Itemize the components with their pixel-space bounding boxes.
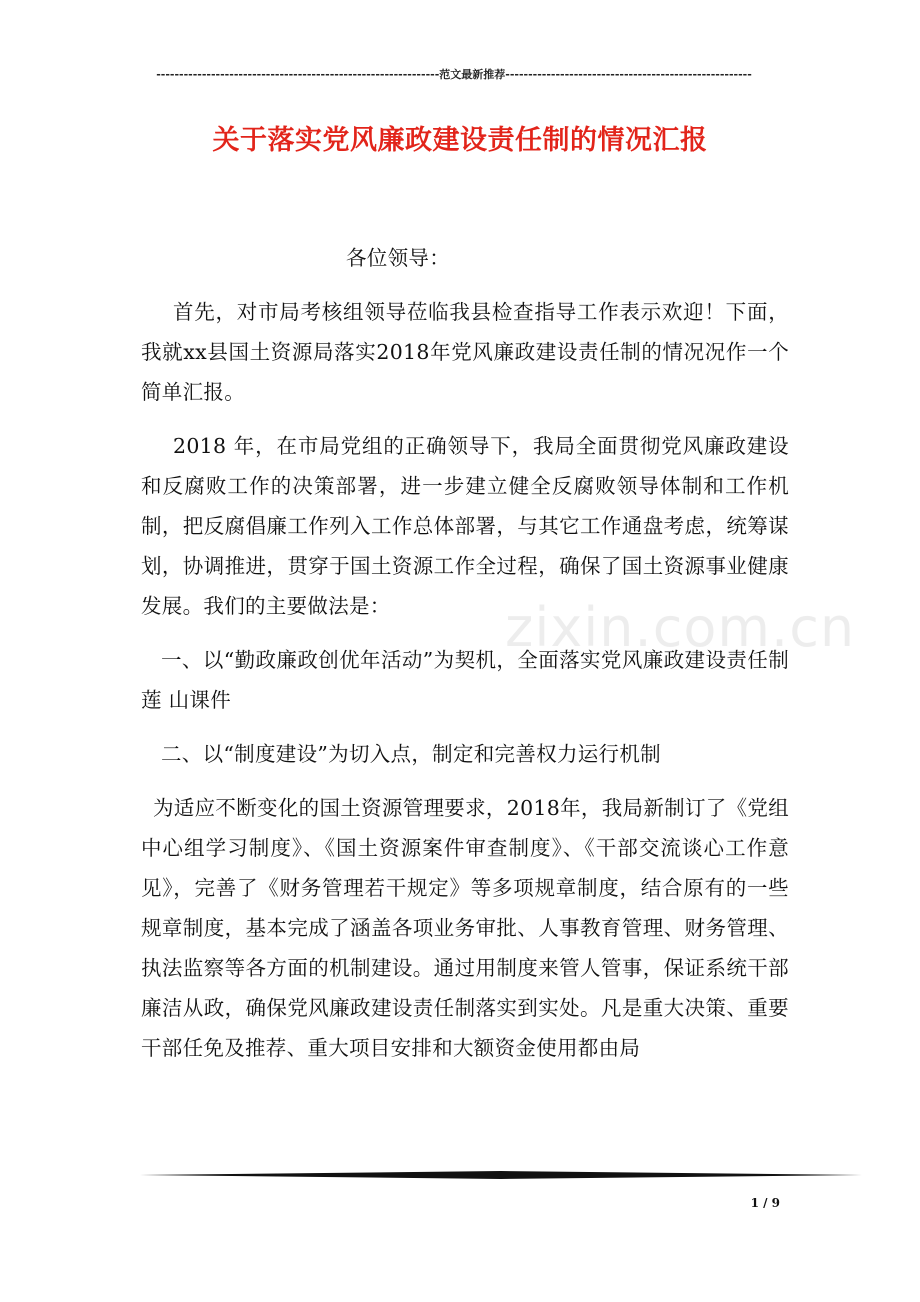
document-body [141, 238, 789, 1082]
watermark: zixin.com.cn [505, 596, 856, 659]
header-banner: --------------------------------------------------------------范文最新推荐------------------------------------------------------ [156, 68, 752, 81]
footer-divider [140, 1170, 862, 1180]
section-heading-1: 一、以“勤政廉政创优年活动”为契机，全面落实党风廉政建设责任制莲 山课件 [141, 648, 789, 712]
paragraph-institutions: 为适应不断变化的国土资源管理要求，2018年，我局新制订了《党组中心组学习制度》、《国土资源案件审查制度》、《干部交流谈心工作意见》，完善了《财务管理若干规定》等多项规章制度，结合原有的一些规章制度，基本完成了涵盖各项业务审批、人事教育管理、财务管理、执法监察等各方面的机制建设。通过用制度来管人管事，保证系统干部廉洁从政，确保党风廉政建设责任制落实到实处。凡是重大决策、重要干部任免及推荐、重大项目安排和大额资金使用都由局 [141, 796, 789, 1060]
salutation: 各位领导： [346, 246, 450, 270]
paragraph-intro: 首先，对市局考核组领导莅临我县检查指导工作表示欢迎！下面，我就xx县国土资源局落实2018年党风廉政建设责任制的情况况作一个简单汇报。 [141, 300, 789, 404]
page-number: 1 / 9 [750, 1196, 780, 1210]
paragraph-overview: 2018 年，在市局党组的正确领导下，我局全面贯彻党风廉政建设和反腐败工作的决策部署，进一步建立健全反腐败领导体制和工作机制，把反腐倡廉工作列入工作总体部署，与其它工作通盘考虑，统筹谋划，协调推进，贯穿于国土资源工作全过程，确保了国土资源事业健康发展。我们的主要做法是： [141, 434, 789, 618]
document-title: 关于落实党风廉政建设责任制的情况汇报 [212, 125, 708, 156]
section-heading-2: 二、以“制度建设”为切入点，制定和完善权力运行机制 [161, 742, 661, 766]
